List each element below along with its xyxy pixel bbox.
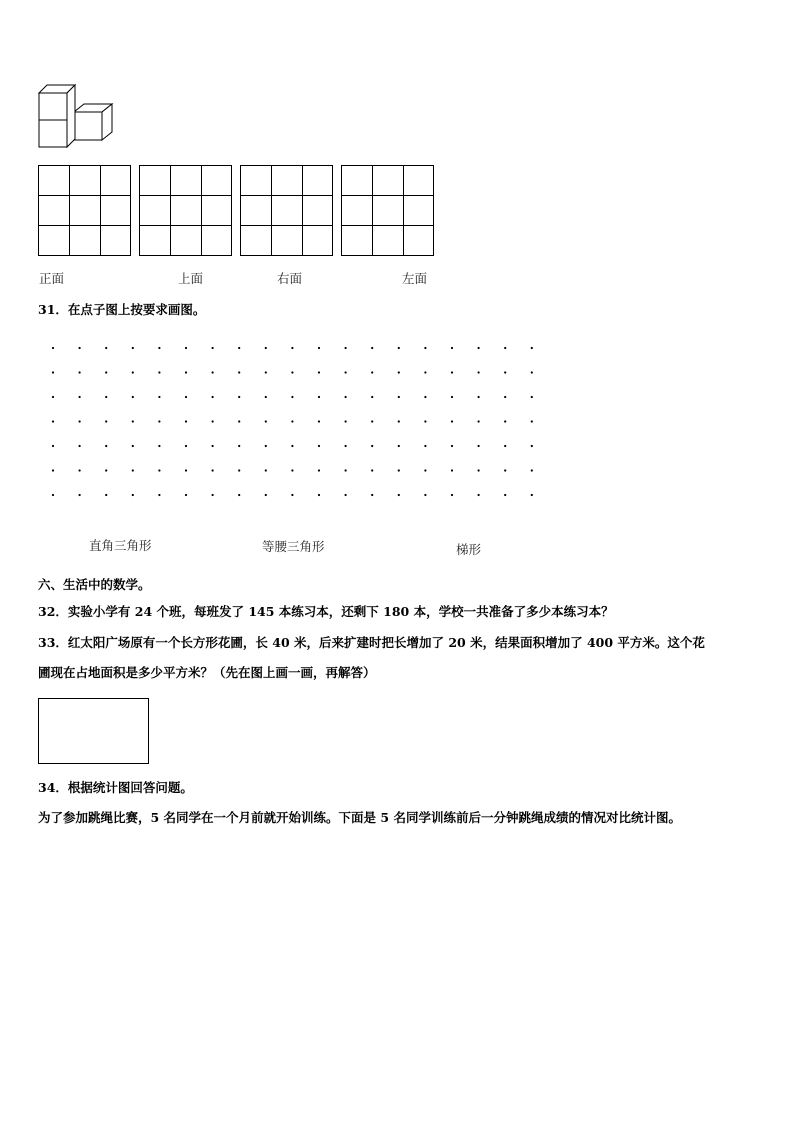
grid-dot[interactable] bbox=[79, 371, 81, 373]
grid-dot[interactable] bbox=[318, 396, 320, 398]
grid-dot[interactable] bbox=[478, 494, 480, 496]
grid-dot[interactable] bbox=[531, 469, 533, 471]
question-34-description: 为了参加跳绳比赛，5 名同学在一个月前就开始训练。下面是 5 名同学训练前后一分钟跳绳成绩的情况对比统计图。 bbox=[38, 810, 681, 825]
grid-dot[interactable] bbox=[478, 371, 480, 373]
grid-dot[interactable] bbox=[132, 396, 134, 398]
grid-dot[interactable] bbox=[398, 371, 400, 373]
question-34: 34．根据统计图回答问题。 bbox=[38, 780, 193, 795]
grid-dot[interactable] bbox=[478, 347, 480, 349]
grid-dot[interactable] bbox=[371, 371, 373, 373]
section-6-heading: 六、生活中的数学。 bbox=[38, 577, 151, 592]
grid-dot[interactable] bbox=[345, 347, 347, 349]
left-view-label: 左面 bbox=[402, 271, 428, 286]
question-33-line-2: 圃现在占地面积是多少平方米？（先在图上画一画，再解答） bbox=[38, 665, 376, 680]
grid-dot[interactable] bbox=[451, 347, 453, 349]
grid-dot[interactable] bbox=[105, 371, 107, 373]
grid-dot[interactable] bbox=[265, 347, 267, 349]
grid-dot[interactable] bbox=[185, 396, 187, 398]
grid-dot[interactable] bbox=[238, 396, 240, 398]
grid-dot[interactable] bbox=[212, 396, 214, 398]
grid-dot[interactable] bbox=[398, 469, 400, 471]
grid-dot[interactable] bbox=[504, 469, 506, 471]
grid-dot[interactable] bbox=[451, 469, 453, 471]
grid-dot[interactable] bbox=[265, 469, 267, 471]
grid-dot[interactable] bbox=[158, 371, 160, 373]
grid-dot[interactable] bbox=[105, 469, 107, 471]
grid-dot[interactable] bbox=[79, 469, 81, 471]
grid-dot[interactable] bbox=[424, 420, 426, 422]
grid-dot[interactable] bbox=[79, 494, 81, 496]
grid-dot[interactable] bbox=[79, 396, 81, 398]
right-view-grid[interactable] bbox=[240, 165, 333, 256]
left-view-grid[interactable] bbox=[341, 165, 434, 256]
front-view-label: 正面 bbox=[39, 271, 65, 286]
grid-dot[interactable] bbox=[185, 347, 187, 349]
grid-dot[interactable] bbox=[531, 494, 533, 496]
grid-dot[interactable] bbox=[265, 420, 267, 422]
grid-dot[interactable] bbox=[318, 445, 320, 447]
grid-dot[interactable] bbox=[185, 445, 187, 447]
grid-dot[interactable] bbox=[158, 420, 160, 422]
grid-dot[interactable] bbox=[238, 371, 240, 373]
grid-dot[interactable] bbox=[265, 494, 267, 496]
grid-dot[interactable] bbox=[52, 420, 54, 422]
grid-dot[interactable] bbox=[265, 371, 267, 373]
grid-dot[interactable] bbox=[105, 347, 107, 349]
grid-dot[interactable] bbox=[52, 494, 54, 496]
grid-dot[interactable] bbox=[504, 494, 506, 496]
grid-dot[interactable] bbox=[371, 469, 373, 471]
grid-dot[interactable] bbox=[371, 445, 373, 447]
grid-dot[interactable] bbox=[398, 420, 400, 422]
grid-dot[interactable] bbox=[238, 469, 240, 471]
grid-dot[interactable] bbox=[531, 445, 533, 447]
dot-grid[interactable] bbox=[40, 340, 550, 510]
grid-dot[interactable] bbox=[158, 494, 160, 496]
grid-dot[interactable] bbox=[345, 469, 347, 471]
grid-dot[interactable] bbox=[424, 347, 426, 349]
grid-dot[interactable] bbox=[504, 347, 506, 349]
grid-dot[interactable] bbox=[318, 347, 320, 349]
question-31: 31．在点子图上按要求画图。 bbox=[38, 302, 206, 317]
grid-dot[interactable] bbox=[291, 371, 293, 373]
grid-dot[interactable] bbox=[318, 494, 320, 496]
grid-dot[interactable] bbox=[132, 469, 134, 471]
grid-dot[interactable] bbox=[424, 445, 426, 447]
grid-dot[interactable] bbox=[451, 420, 453, 422]
grid-dot[interactable] bbox=[424, 469, 426, 471]
grid-dot[interactable] bbox=[318, 469, 320, 471]
grid-dot[interactable] bbox=[398, 494, 400, 496]
right-view-label: 右面 bbox=[277, 271, 303, 286]
grid-dot[interactable] bbox=[185, 469, 187, 471]
grid-dot[interactable] bbox=[158, 469, 160, 471]
grid-dot[interactable] bbox=[531, 371, 533, 373]
cube-stack-figure bbox=[36, 82, 116, 152]
grid-dot[interactable] bbox=[238, 347, 240, 349]
grid-dot[interactable] bbox=[291, 347, 293, 349]
grid-dot[interactable] bbox=[291, 469, 293, 471]
grid-dot[interactable] bbox=[238, 445, 240, 447]
grid-dot[interactable] bbox=[478, 445, 480, 447]
isosceles-triangle-label: 等腰三角形 bbox=[262, 539, 325, 554]
grid-dot[interactable] bbox=[158, 347, 160, 349]
grid-dot[interactable] bbox=[212, 371, 214, 373]
grid-dot[interactable] bbox=[105, 445, 107, 447]
question-32: 32．实验小学有 24 个班，每班发了 145 本练习本，还剩下 180 本，学校一共准备了多少本练习本？ bbox=[38, 604, 614, 619]
grid-dot[interactable] bbox=[238, 494, 240, 496]
grid-dot[interactable] bbox=[158, 445, 160, 447]
grid-dot[interactable] bbox=[212, 469, 214, 471]
grid-dot[interactable] bbox=[52, 371, 54, 373]
grid-dot[interactable] bbox=[52, 445, 54, 447]
grid-dot[interactable] bbox=[504, 396, 506, 398]
grid-dot[interactable] bbox=[398, 347, 400, 349]
flower-bed-rectangle[interactable] bbox=[38, 698, 149, 764]
grid-dot[interactable] bbox=[79, 445, 81, 447]
grid-dot[interactable] bbox=[318, 371, 320, 373]
trapezoid-label: 梯形 bbox=[456, 542, 482, 557]
grid-dot[interactable] bbox=[158, 396, 160, 398]
grid-dot[interactable] bbox=[291, 445, 293, 447]
grid-dot[interactable] bbox=[424, 371, 426, 373]
grid-dot[interactable] bbox=[398, 445, 400, 447]
grid-dot[interactable] bbox=[345, 445, 347, 447]
grid-dot[interactable] bbox=[478, 396, 480, 398]
grid-dot[interactable] bbox=[451, 445, 453, 447]
grid-dot[interactable] bbox=[345, 396, 347, 398]
grid-dot[interactable] bbox=[424, 494, 426, 496]
grid-dot[interactable] bbox=[371, 396, 373, 398]
grid-dot[interactable] bbox=[79, 420, 81, 422]
grid-dot[interactable] bbox=[398, 396, 400, 398]
grid-dot[interactable] bbox=[504, 445, 506, 447]
grid-dot[interactable] bbox=[132, 445, 134, 447]
grid-dot[interactable] bbox=[451, 494, 453, 496]
grid-dot[interactable] bbox=[265, 396, 267, 398]
grid-dot[interactable] bbox=[185, 371, 187, 373]
grid-dot[interactable] bbox=[424, 396, 426, 398]
grid-dot[interactable] bbox=[451, 371, 453, 373]
grid-dot[interactable] bbox=[291, 494, 293, 496]
grid-dot[interactable] bbox=[52, 347, 54, 349]
grid-dot[interactable] bbox=[79, 347, 81, 349]
grid-dot[interactable] bbox=[52, 396, 54, 398]
grid-dot[interactable] bbox=[345, 494, 347, 496]
front-view-grid[interactable] bbox=[38, 165, 131, 256]
grid-dot[interactable] bbox=[265, 445, 267, 447]
grid-dot[interactable] bbox=[212, 445, 214, 447]
grid-dot[interactable] bbox=[132, 347, 134, 349]
grid-dot[interactable] bbox=[318, 420, 320, 422]
grid-dot[interactable] bbox=[531, 396, 533, 398]
grid-dot[interactable] bbox=[371, 347, 373, 349]
grid-dot[interactable] bbox=[371, 494, 373, 496]
grid-dot[interactable] bbox=[451, 396, 453, 398]
top-view-label: 上面 bbox=[178, 271, 204, 286]
grid-dot[interactable] bbox=[504, 420, 506, 422]
grid-dot[interactable] bbox=[52, 469, 54, 471]
grid-dot[interactable] bbox=[132, 371, 134, 373]
grid-dot[interactable] bbox=[238, 420, 240, 422]
grid-dot[interactable] bbox=[478, 469, 480, 471]
grid-dot[interactable] bbox=[531, 347, 533, 349]
grid-dot[interactable] bbox=[105, 396, 107, 398]
question-33-line-1: 33．红太阳广场原有一个长方形花圃，长 40 米，后来扩建时把长增加了 20 米，结果面积增加了 400 平方米。这个花 bbox=[38, 635, 705, 650]
grid-dot[interactable] bbox=[212, 347, 214, 349]
grid-dot[interactable] bbox=[105, 420, 107, 422]
grid-dot[interactable] bbox=[212, 494, 214, 496]
grid-dot[interactable] bbox=[504, 371, 506, 373]
grid-dot[interactable] bbox=[345, 371, 347, 373]
grid-dot[interactable] bbox=[291, 420, 293, 422]
grid-dot[interactable] bbox=[212, 420, 214, 422]
grid-dot[interactable] bbox=[371, 420, 373, 422]
grid-dot[interactable] bbox=[185, 494, 187, 496]
grid-dot[interactable] bbox=[105, 494, 107, 496]
grid-dot[interactable] bbox=[345, 420, 347, 422]
grid-dot[interactable] bbox=[531, 420, 533, 422]
grid-dot[interactable] bbox=[132, 420, 134, 422]
grid-dot[interactable] bbox=[478, 420, 480, 422]
right-triangle-label: 直角三角形 bbox=[89, 538, 152, 553]
top-view-grid[interactable] bbox=[139, 165, 232, 256]
grid-dot[interactable] bbox=[291, 396, 293, 398]
grid-dot[interactable] bbox=[132, 494, 134, 496]
grid-dot[interactable] bbox=[185, 420, 187, 422]
